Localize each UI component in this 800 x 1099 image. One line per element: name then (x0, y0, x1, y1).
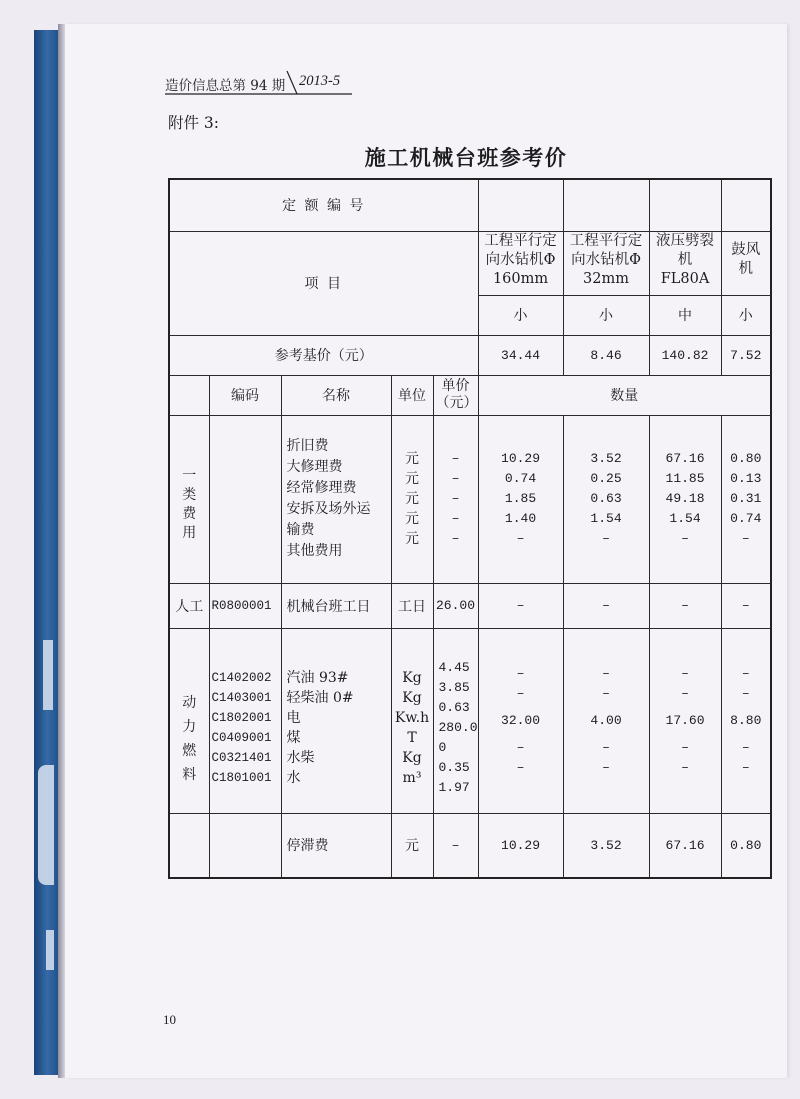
cost-item-quantity: 11.85 (665, 471, 705, 486)
quota-number-row (169, 179, 771, 231)
fuel-unit-price: 4.45 (438, 659, 470, 675)
item-label: 项 目 (169, 231, 478, 335)
fuel-unit-price-cell (433, 628, 478, 813)
cost-item-quantity: 1.54 (669, 511, 701, 526)
fuel-quantity: – (741, 665, 750, 681)
fuel-quantity: 4.00 (590, 712, 622, 728)
base-price: 34.44 (478, 335, 563, 375)
machine-name: 工程平行定 向水钻机Φ 32mm (563, 231, 649, 295)
fuel-quantity: – (681, 759, 689, 775)
fuel-quantity: – (681, 665, 689, 681)
quota-number-value (649, 179, 721, 231)
cover-binding-edge (34, 30, 58, 1075)
machine-name: 鼓风 机 (721, 231, 771, 295)
table-title: 施工机械台班参考价 (364, 145, 568, 170)
fuel-quantity-cell (721, 628, 771, 813)
blank-cell (169, 813, 209, 878)
idle-unit: 元 (391, 813, 433, 878)
cost-item-unit: 元 (405, 471, 419, 487)
cost-item-name: 折旧费 (286, 438, 329, 454)
labor-unit-price: 26.00 (433, 583, 478, 628)
fuel-name: 轻柴油 0# (286, 689, 354, 706)
idle-quantity: 10.29 (478, 813, 563, 878)
machine-shift-price-table (168, 178, 772, 879)
cost-item-quantity: 0.13 (730, 471, 762, 486)
quota-number-value (563, 179, 649, 231)
fuel-quantity-list (652, 664, 719, 778)
cost-item-quantity: – (602, 531, 610, 546)
cost-item-quantity: 1.40 (504, 511, 537, 526)
cost-item-quantity: – (516, 531, 525, 546)
fuel-quantity: – (516, 759, 525, 775)
machine-size: 小 (563, 295, 649, 335)
fuel-quantity-list (724, 664, 769, 778)
fuel-quantity-list (481, 664, 561, 778)
labor-quantity: – (478, 583, 563, 628)
issue-date: 2013-5 (299, 73, 341, 89)
fuel-code: C1402002 (211, 670, 272, 685)
cost-item-unit: 元 (405, 451, 419, 467)
cost-item-unit-price: – (451, 511, 460, 526)
cost-item-unit-price-list (436, 449, 476, 549)
unit-column-header: 单位 (391, 375, 433, 415)
fuel-quantity: – (681, 739, 689, 755)
cost-item-unit: 元 (405, 491, 419, 507)
machine-size: 中 (649, 295, 721, 335)
class1-quantity-cell (649, 415, 721, 583)
cost-item-name-list (287, 436, 389, 562)
fuel-unit-cell (391, 628, 433, 813)
fuel-quantity: – (741, 739, 750, 755)
fuel-quantity: – (602, 759, 610, 775)
fuel-unit-price: 0.63 (438, 699, 470, 715)
fuel-code: C1801001 (211, 770, 272, 785)
cost-item-unit: 元 (405, 531, 419, 547)
labor-quantity: – (721, 583, 771, 628)
fuel-name: 水 (286, 769, 301, 786)
fuel-quantity: – (681, 685, 689, 701)
cost-item-name: 大修理费 (286, 459, 343, 475)
base-price-label: 参考基价（元） (169, 335, 478, 375)
quota-number-value (478, 179, 563, 231)
cost-item-quantity: 49.18 (665, 491, 705, 506)
base-price: 140.82 (649, 335, 721, 375)
fuel-unit: Kw.h (394, 709, 430, 726)
idle-unit-price: – (433, 813, 478, 878)
fuel-unit: m³ (402, 769, 422, 786)
header-slash (287, 71, 297, 94)
fuel-quantity: 32.00 (501, 712, 541, 728)
idle-quantity: 0.80 (721, 813, 771, 878)
labor-row (169, 583, 771, 628)
fuel-name-list (287, 668, 389, 788)
idle-quantity: 67.16 (649, 813, 721, 878)
class1-unit-cell (391, 415, 433, 583)
page-number: 10 (163, 1012, 176, 1027)
fuel-quantity: 17.60 (665, 712, 705, 728)
cost-item-unit-list (394, 449, 431, 549)
cost-item-quantity: 0.80 (730, 451, 762, 466)
cost-item-unit-price: – (451, 451, 460, 466)
cost-item-quantity: 1.85 (504, 491, 537, 506)
quota-number-value (721, 179, 771, 231)
fuel-unit-price: 3.85 (438, 679, 470, 695)
fuel-quantity-cell (649, 628, 721, 813)
cost-item-quantity: 10.29 (501, 451, 541, 466)
fuel-quantity: – (602, 685, 610, 701)
fuel-quantity-list (566, 664, 647, 778)
fuel-code: C0409001 (211, 730, 272, 745)
class1-cost-row (169, 415, 771, 583)
cost-item-unit-price: – (451, 491, 460, 506)
quantity-column-header: 数量 (478, 375, 771, 415)
fuel-unit: T (407, 729, 417, 746)
cost-item-quantity: 0.31 (730, 491, 762, 506)
fuel-name: 水柴 (286, 749, 315, 766)
cost-item-quantity: 0.74 (504, 471, 537, 486)
cover-graphic-fragment (38, 765, 54, 885)
machine-name-row (169, 231, 771, 295)
fuel-code: C0321401 (211, 750, 272, 765)
class1-cost-label: 一类费用 (182, 468, 197, 541)
machine-name: 液压劈裂 机 FL80A (649, 231, 721, 295)
class1-quantity-cell (478, 415, 563, 583)
journal-issue-label: 造价信息总第 94 期 (165, 78, 286, 94)
fuel-quantity: – (516, 739, 525, 755)
fuel-name-cell (281, 628, 391, 813)
idle-name: 停滞费 (281, 813, 391, 878)
cost-item-unit-price: – (451, 471, 460, 486)
cost-item-quantity: 67.16 (665, 451, 705, 466)
fuel-category-cell (169, 628, 209, 813)
base-price: 8.46 (563, 335, 649, 375)
class1-code-cell (209, 415, 281, 583)
fuel-quantity-cell (563, 628, 649, 813)
cover-graphic-fragment (46, 930, 54, 970)
cost-item-name: 其他费用 (286, 543, 343, 559)
code-column-header: 编码 (209, 375, 281, 415)
cost-item-quantity: 0.74 (730, 511, 762, 526)
fuel-unit-price: 0.35 (438, 759, 470, 775)
cost-item-quantity-list (652, 449, 719, 549)
fuel-quantity: – (516, 685, 525, 701)
base-price: 7.52 (721, 335, 771, 375)
fuel-unit: Kg (402, 749, 422, 766)
name-column-header: 名称 (281, 375, 391, 415)
class1-name-cell (281, 415, 391, 583)
cost-item-unit: 元 (405, 511, 419, 527)
category-header-blank (169, 375, 209, 415)
fuel-unit-price: 1.97 (438, 779, 470, 795)
cost-item-quantity-list (724, 449, 769, 549)
cost-item-name: 安拆及场外运 输费 (286, 501, 371, 538)
fuel-name: 电 (286, 709, 301, 726)
cost-item-quantity-list (566, 449, 647, 549)
labor-label: 人工 (169, 583, 209, 628)
page-stack-edge (58, 24, 65, 1078)
fuel-quantity: – (741, 759, 750, 775)
fuel-quantity: – (741, 685, 750, 701)
fuel-code: C1403001 (211, 690, 272, 705)
fuel-unit: Kg (402, 669, 422, 686)
fuel-unit-price-list (439, 658, 479, 798)
cost-item-unit-price: – (451, 531, 460, 546)
cost-item-quantity: 0.25 (590, 471, 622, 486)
fuel-unit-price: 280.00 (438, 719, 478, 755)
fuel-name: 煤 (286, 729, 301, 746)
labor-code: R0800001 (209, 583, 281, 628)
cost-item-quantity: 1.54 (590, 511, 622, 526)
idle-row (169, 813, 771, 878)
machine-name: 工程平行定 向水钻机Φ 160mm (478, 231, 563, 295)
cost-item-quantity-list (481, 449, 561, 549)
machine-size: 小 (478, 295, 563, 335)
machine-size: 小 (721, 295, 771, 335)
fuel-quantity: – (602, 739, 610, 755)
fuel-code: C1802001 (211, 710, 272, 725)
header-rule (160, 60, 360, 100)
unit-price-column-header: 单价 （元） (433, 375, 478, 415)
fuel-quantity-cell (478, 628, 563, 813)
labor-unit: 工日 (391, 583, 433, 628)
fuel-quantity: 8.80 (730, 712, 762, 728)
fuel-code-list (212, 668, 279, 788)
fuel-quantity: – (516, 665, 525, 681)
labor-quantity: – (563, 583, 649, 628)
class1-quantity-cell (721, 415, 771, 583)
fuel-code-cell (209, 628, 281, 813)
fuel-unit: Kg (402, 689, 422, 706)
fuel-label: 动力燃料 (182, 694, 197, 783)
idle-quantity: 3.52 (563, 813, 649, 878)
cost-item-quantity: – (681, 531, 689, 546)
fuel-row (169, 628, 771, 813)
attachment-label: 附件 3: (168, 114, 220, 132)
base-price-row (169, 335, 771, 375)
labor-name: 机械台班工日 (281, 583, 391, 628)
cost-item-quantity: 3.52 (590, 451, 622, 466)
cost-item-name: 经常修理费 (286, 480, 357, 496)
quota-number-label: 定 额 编 号 (169, 179, 478, 231)
class1-quantity-cell (563, 415, 649, 583)
class1-category-cell (169, 415, 209, 583)
fuel-unit-list (394, 668, 431, 788)
fuel-quantity: – (602, 665, 610, 681)
labor-quantity: – (649, 583, 721, 628)
fuel-name: 汽油 93# (286, 669, 349, 686)
cost-item-quantity: – (741, 531, 750, 546)
blank-cell (209, 813, 281, 878)
column-header-row (169, 375, 771, 415)
class1-unit-price-cell (433, 415, 478, 583)
cost-item-quantity: 0.63 (590, 491, 622, 506)
cover-graphic-fragment (43, 640, 53, 710)
